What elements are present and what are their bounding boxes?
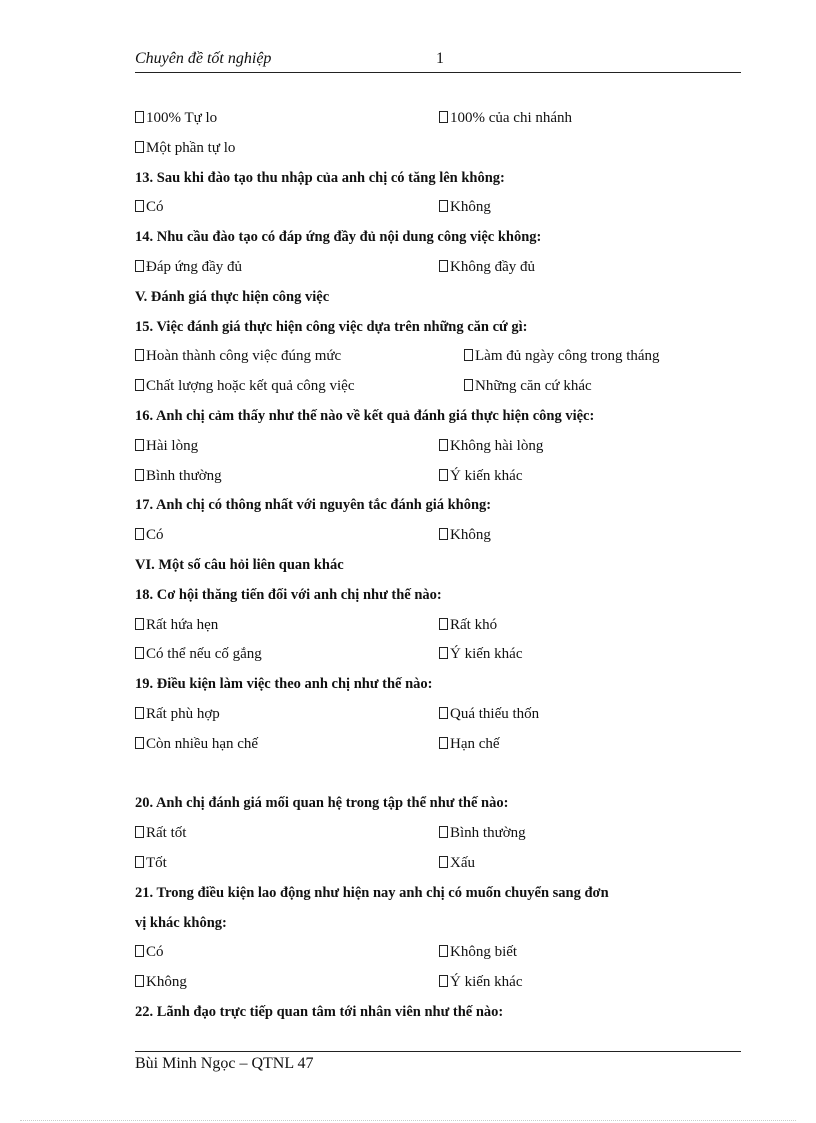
checkbox-icon[interactable]	[439, 618, 448, 630]
checkbox-icon[interactable]	[135, 618, 144, 630]
checkbox-icon[interactable]	[439, 975, 448, 987]
option-row	[135, 819, 741, 849]
question-text: 13. Sau khi đào tạo thu nhập của anh chị có tăng lên không:	[135, 169, 505, 186]
header-title: Chuyên đề tốt nghiệp	[135, 50, 272, 67]
checkbox-icon[interactable]	[135, 707, 144, 719]
answer-option[interactable]	[439, 611, 497, 641]
checkbox-icon[interactable]	[135, 200, 144, 212]
option-row	[135, 134, 741, 164]
option-label: Rất hứa hẹn	[146, 616, 219, 633]
footer-rule	[135, 1051, 741, 1052]
option-row	[135, 611, 741, 641]
option-label: Làm đủ ngày công trong tháng	[475, 348, 660, 365]
option-label: Không	[450, 527, 491, 544]
option-label: Không biết	[450, 944, 518, 961]
answer-option[interactable]	[135, 521, 164, 551]
checkbox-icon[interactable]	[439, 647, 448, 659]
option-label: Rất phù hợp	[146, 705, 220, 722]
question-text: V. Đánh giá thực hiện công việc	[135, 288, 330, 305]
option-label: Một phần tự lo	[146, 139, 236, 156]
checkbox-icon[interactable]	[439, 528, 448, 540]
option-label: Có	[146, 527, 164, 544]
answer-option[interactable]	[439, 700, 539, 730]
answer-option[interactable]	[439, 730, 500, 760]
checkbox-icon[interactable]	[439, 260, 448, 272]
option-row	[135, 432, 741, 462]
option-label: Tốt	[146, 854, 167, 871]
option-row	[135, 104, 741, 134]
option-row	[135, 521, 741, 551]
checkbox-icon[interactable]	[135, 469, 144, 481]
checkbox-icon[interactable]	[439, 826, 448, 838]
option-label: Hài lòng	[146, 437, 199, 454]
option-label: Rất tốt	[146, 825, 187, 842]
questionnaire-body	[135, 104, 741, 1028]
checkbox-icon[interactable]	[464, 379, 473, 391]
option-label: Xấu	[450, 854, 475, 871]
checkbox-icon[interactable]	[439, 856, 448, 868]
answer-option[interactable]	[135, 253, 242, 283]
option-label: Có thể nếu cố gắng	[146, 646, 262, 663]
answer-option[interactable]	[439, 819, 526, 849]
option-label: Đáp ứng đầy đủ	[146, 258, 243, 275]
answer-option[interactable]	[464, 372, 592, 402]
answer-option[interactable]	[439, 193, 491, 223]
question-text: 19. Điều kiện làm việc theo anh chị như thế nào:	[135, 676, 433, 693]
option-label: Bình thường	[146, 467, 222, 484]
checkbox-icon[interactable]	[439, 707, 448, 719]
checkbox-icon[interactable]	[135, 379, 144, 391]
checkbox-icon[interactable]	[135, 439, 144, 451]
answer-option[interactable]	[439, 521, 491, 551]
option-label: Hoàn thành công việc đúng mức	[146, 348, 342, 365]
checkbox-icon[interactable]	[135, 260, 144, 272]
answer-option[interactable]	[439, 432, 543, 462]
option-row	[135, 193, 741, 223]
answer-option[interactable]	[135, 611, 218, 641]
answer-option[interactable]	[135, 730, 258, 760]
question-text: 22. Lãnh đạo trực tiếp quan tâm tới nhân viên như thế nào:	[135, 1003, 504, 1020]
question-text: 15. Việc đánh giá thực hiện công việc dựa trên những căn cứ gì:	[135, 318, 528, 335]
option-label: 100% của chi nhánh	[450, 110, 573, 126]
option-label: Có	[146, 944, 164, 961]
option-row	[135, 640, 741, 670]
option-row	[135, 462, 741, 492]
question-text: vị khác không:	[135, 914, 227, 931]
answer-option[interactable]	[439, 968, 522, 998]
answer-option[interactable]	[439, 104, 572, 134]
answer-option[interactable]	[135, 700, 220, 730]
checkbox-icon[interactable]	[135, 111, 144, 123]
checkbox-icon[interactable]	[135, 945, 144, 957]
checkbox-icon[interactable]	[439, 111, 448, 123]
answer-option[interactable]	[135, 134, 235, 164]
option-row	[135, 730, 741, 760]
answer-option[interactable]	[135, 849, 167, 879]
option-label: Ý kiến khác	[450, 467, 523, 484]
option-row	[135, 968, 741, 998]
option-label: Còn nhiều hạn chế	[146, 735, 259, 752]
option-label: Không đầy đủ	[450, 258, 535, 275]
option-label: Chất lượng hoặc kết quả công việc	[146, 378, 355, 395]
checkbox-icon[interactable]	[135, 975, 144, 987]
question-text: VI. Một số câu hỏi liên quan khác	[135, 556, 344, 573]
answer-option[interactable]	[135, 938, 164, 968]
option-label: Ý kiến khác	[450, 974, 523, 991]
question-text: 18. Cơ hội thăng tiến đối với anh chị như thế nào:	[135, 586, 442, 603]
option-label: Những căn cứ khác	[475, 378, 592, 395]
option-row	[135, 938, 741, 968]
checkbox-icon[interactable]	[135, 737, 144, 749]
checkbox-icon[interactable]	[464, 349, 473, 361]
answer-option[interactable]	[135, 193, 164, 223]
answer-option[interactable]	[439, 253, 535, 283]
answer-option[interactable]	[135, 819, 186, 849]
checkbox-icon[interactable]	[439, 945, 448, 957]
question-text: 14. Nhu cầu đào tạo có đáp ứng đầy đủ nội dung công việc không:	[135, 229, 542, 246]
answer-option[interactable]	[439, 938, 517, 968]
answer-option[interactable]	[135, 372, 355, 402]
checkbox-icon[interactable]	[135, 826, 144, 838]
checkbox-icon[interactable]	[439, 200, 448, 212]
answer-option[interactable]	[135, 640, 262, 670]
option-row	[135, 342, 741, 372]
page-header	[135, 50, 741, 73]
option-row	[135, 700, 741, 730]
answer-option[interactable]	[135, 342, 341, 372]
question-text: 21. Trong điều kiện lao động như hiện nay anh chị có muốn chuyển sang đơn	[135, 884, 609, 901]
checkbox-icon[interactable]	[135, 647, 144, 659]
checkbox-icon[interactable]	[135, 856, 144, 868]
answer-option[interactable]	[439, 462, 522, 492]
option-label: Bình thường	[450, 825, 526, 842]
option-row	[135, 849, 741, 879]
answer-option[interactable]	[135, 462, 222, 492]
option-label: Ý kiến khác	[450, 646, 523, 663]
answer-option[interactable]	[135, 104, 217, 134]
blank-line	[135, 760, 741, 790]
footer-author: Bùi Minh Ngọc – QTNL 47	[135, 1055, 314, 1072]
answer-option[interactable]	[439, 640, 522, 670]
checkbox-icon[interactable]	[439, 469, 448, 481]
option-label: Không	[146, 974, 187, 991]
option-label: Hạn chế	[450, 735, 500, 752]
checkbox-icon[interactable]	[135, 141, 144, 153]
checkbox-icon[interactable]	[135, 528, 144, 540]
answer-option[interactable]	[135, 432, 198, 462]
option-label: Rất khó	[450, 616, 498, 633]
option-label: Không	[450, 199, 491, 216]
option-row	[135, 253, 741, 283]
answer-option[interactable]	[464, 342, 660, 372]
answer-option[interactable]	[135, 968, 187, 998]
checkbox-icon[interactable]	[135, 349, 144, 361]
question-text: 16. Anh chị cảm thấy như thế nào về kết quả đánh giá thực hiện công việc:	[135, 407, 595, 424]
option-label: 100% Tự lo	[146, 110, 218, 126]
option-label: Có	[146, 199, 164, 216]
checkbox-icon[interactable]	[439, 737, 448, 749]
page-bottom-border	[20, 1120, 796, 1121]
option-label: Quá thiếu thốn	[450, 705, 540, 722]
question-text: 20. Anh chị đánh giá mối quan hệ trong tập thể như thế nào:	[135, 795, 509, 812]
page-number: 1	[436, 50, 444, 67]
checkbox-icon[interactable]	[439, 439, 448, 451]
answer-option[interactable]	[439, 849, 475, 879]
option-label: Không hài lòng	[450, 437, 544, 454]
option-row	[135, 372, 741, 402]
question-text: 17. Anh chị có thông nhất với nguyên tắc đánh giá không:	[135, 497, 492, 514]
